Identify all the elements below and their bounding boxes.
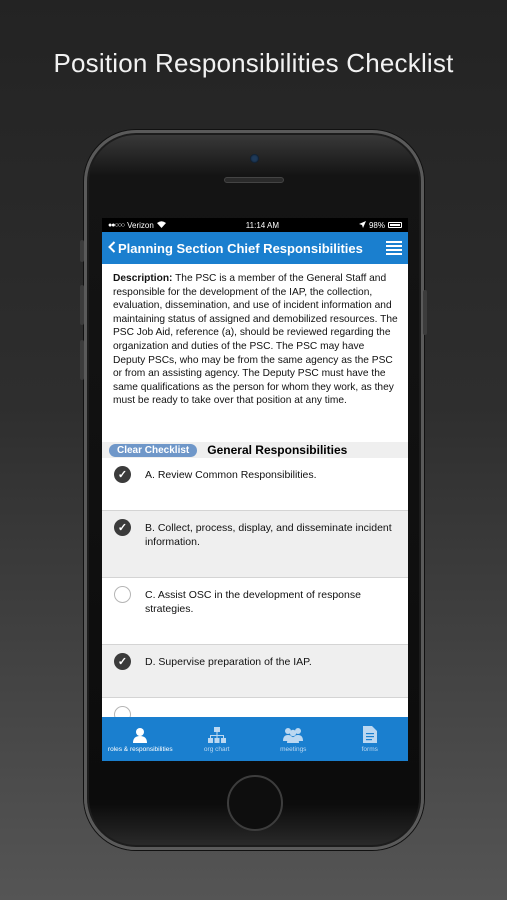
- promo-headline: Position Responsibilities Checklist: [53, 48, 454, 78]
- description-label: Description:: [113, 273, 173, 284]
- person-icon: [132, 726, 148, 744]
- tab-org-chart[interactable]: [179, 717, 256, 761]
- checkmark-icon[interactable]: ✓: [114, 466, 131, 483]
- checklist: [102, 458, 408, 728]
- location-arrow-icon: [359, 221, 366, 230]
- tab-forms[interactable]: [332, 717, 409, 761]
- home-button[interactable]: [227, 775, 283, 831]
- list-item[interactable]: [102, 645, 408, 698]
- list-item[interactable]: [102, 578, 408, 645]
- volume-up-button: [80, 285, 84, 325]
- navigation-bar: [102, 232, 408, 264]
- power-button: [423, 290, 427, 335]
- mute-switch: [80, 240, 84, 262]
- list-icon[interactable]: [386, 241, 402, 255]
- list-item-text: B. Collect, process, display, and disseminate incident information.: [145, 522, 392, 548]
- group-icon: [283, 726, 303, 744]
- battery-percent: 98%: [368, 220, 385, 230]
- org-chart-icon: [208, 726, 226, 744]
- checklist-header: [102, 442, 408, 458]
- document-icon: [363, 726, 377, 744]
- clear-checklist-button[interactable]: Clear Checklist: [109, 444, 197, 457]
- status-bar: [102, 218, 408, 232]
- carrier-label: Verizon: [127, 220, 154, 230]
- chevron-left-icon[interactable]: [108, 240, 116, 256]
- tab-label: org chart: [203, 745, 230, 753]
- front-camera: [250, 154, 259, 163]
- description-block: [102, 264, 408, 442]
- status-time: 11:14 AM: [245, 220, 280, 230]
- page-title: Planning Section Chief Responsibilities: [118, 240, 363, 256]
- empty-circle-icon[interactable]: [114, 586, 131, 603]
- section-title: General Responsibilities: [207, 443, 348, 457]
- tab-label: forms: [361, 745, 378, 753]
- checkmark-icon[interactable]: ✓: [114, 653, 131, 670]
- list-item[interactable]: [102, 511, 408, 578]
- tab-label: roles & responsibilities: [107, 745, 173, 753]
- earpiece-speaker: [224, 177, 284, 183]
- checkmark-icon[interactable]: ✓: [114, 519, 131, 536]
- list-item[interactable]: [102, 458, 408, 511]
- list-item-text: C. Assist OSC in the development of response strategies.: [145, 589, 361, 615]
- app-screen: [102, 218, 408, 761]
- tab-meetings[interactable]: [255, 717, 332, 761]
- tab-bar: [102, 717, 408, 761]
- signal-icon: ●●○○○: [108, 221, 125, 229]
- battery-icon: [388, 222, 402, 228]
- tab-roles[interactable]: [102, 717, 179, 761]
- wifi-icon: [157, 221, 166, 230]
- list-item-text: D. Supervise preparation of the IAP.: [145, 656, 312, 668]
- tab-label: meetings: [280, 745, 307, 753]
- list-item-text: A. Review Common Responsibilities.: [145, 469, 317, 481]
- description-text: The PSC is a member of the General Staff and responsible for the development of the IAP, the collection, evaluation, dissemination, and use of incident information and maintaining status of assigned and demobilized resources. The PSC Job Aid, reference (a), should be reviewed regarding the organization and duties of the PSC. The PSC may have Deputy PSCs, who may be from the same agency as the PSC or from an assisting agency. The Deputy PSC must have the same qualifications as the person for whom they work, as they must be ready to take over that position at any time.: [113, 273, 398, 407]
- volume-down-button: [80, 340, 84, 380]
